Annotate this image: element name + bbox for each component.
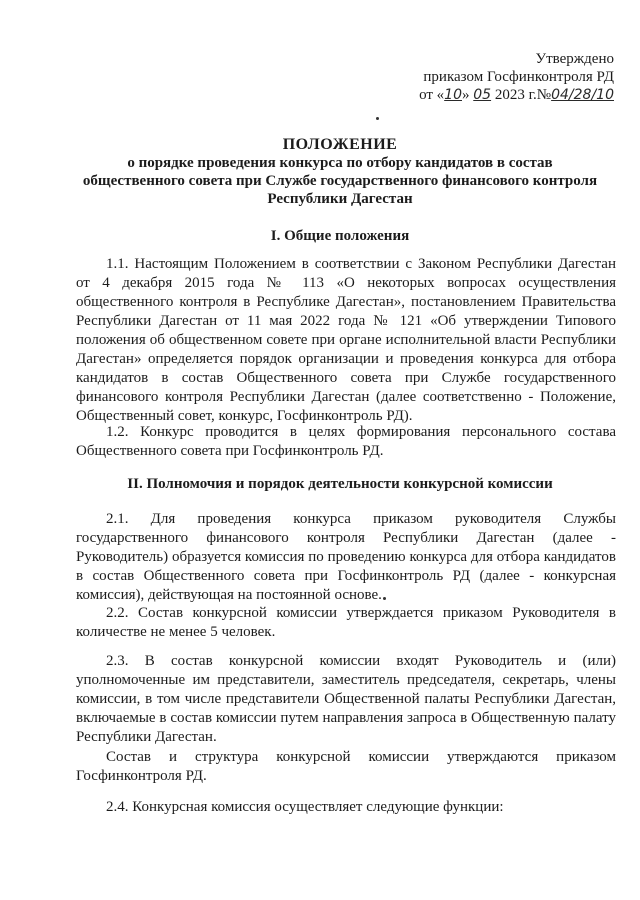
section-1-heading: I. Общие положения: [270, 228, 410, 244]
paragraph-2-1: 2.1. Для проведения конкурса приказом руководителя Службы государственного финансового контроля Республики Дагестан (далее - Руководитель) образуется комиссия по проведению конкурса для отбора кандидатов в состав Общественного совета при Госфинконтроль РД (далее - конкурсная комиссия), действующая на постоянной основе.: [76, 511, 616, 603]
paragraph-2-3: 2.3. В состав конкурсной комиссии входят Руководитель и (или) уполномоченные им представители, заместитель председателя, секретарь, члены комиссии, в том числе представители Общественной палаты Республики Дагестан, включаемые в состав комиссии путем направления запроса в Общественную палату Республики Дагестан.: [76, 653, 616, 745]
section-2-heading: II. Полномочия и порядок деятельности конкурсной комиссии: [127, 476, 553, 492]
approval-line-date: [419, 86, 614, 104]
approval-stamp: [419, 50, 614, 104]
title-heading: ПОЛОЖЕНИЕ: [282, 136, 398, 153]
paragraph-2-4: 2.4. Конкурсная комиссия осуществляет следующие функции:: [106, 799, 504, 815]
paragraph-1-1: 1.1. Настоящим Положением в соответствии с Законом Республики Дагестан от 4 декабря 2015 года № 113 «О некоторых вопросах осуществления общественного контроля в Республике Дагестан», постановлением Правительства Республики Дагестан от 11 мая 2022 года № 121 «Об утверждении Типового положения об общественном совете при органе исполнительной власти Республики Дагестан» определяется порядок организации и проведения конкурса для отбора кандидатов в состав Общественного совета при Службе государственного финансового контроля Республики Дагестан (далее соответственно - Положение, Общественный совет, конкурс, Госфинконтроль РД).: [76, 256, 616, 424]
paragraph-1-2: 1.2. Конкурс проводится в целях формирования персонального состава Общественного совета при Госфинконтроль РД.: [76, 424, 616, 459]
handwritten-number: 04/28/10: [551, 87, 614, 103]
title-line-1: о порядке проведения конкурса по отбору кандидатов в состав: [127, 155, 553, 171]
paragraph-2-3-composition: Состав и структура конкурсной комиссии утверждаются приказом Госфинконтроля РД.: [76, 749, 616, 784]
date-prefix: от «: [419, 87, 445, 103]
title-line-2: общественного совета при Службе государственного финансового контроля: [82, 173, 598, 189]
approval-line-order: приказом Госфинконтроля РД: [423, 69, 614, 85]
approval-line-approved: Утверждено: [535, 51, 614, 67]
handwritten-day: 10: [444, 87, 462, 103]
scan-speck: [376, 117, 379, 120]
date-mid: »: [462, 87, 470, 103]
scan-speck: [383, 597, 386, 600]
handwritten-month: 05: [473, 87, 492, 103]
document-title: [70, 136, 610, 208]
paragraph-2-2: 2.2. Состав конкурсной комиссии утверждается приказом Руководителя в количестве не менее 5 человек.: [76, 605, 616, 640]
date-year: 2023 г.№: [494, 87, 552, 103]
title-line-3: Республики Дагестан: [267, 191, 413, 207]
